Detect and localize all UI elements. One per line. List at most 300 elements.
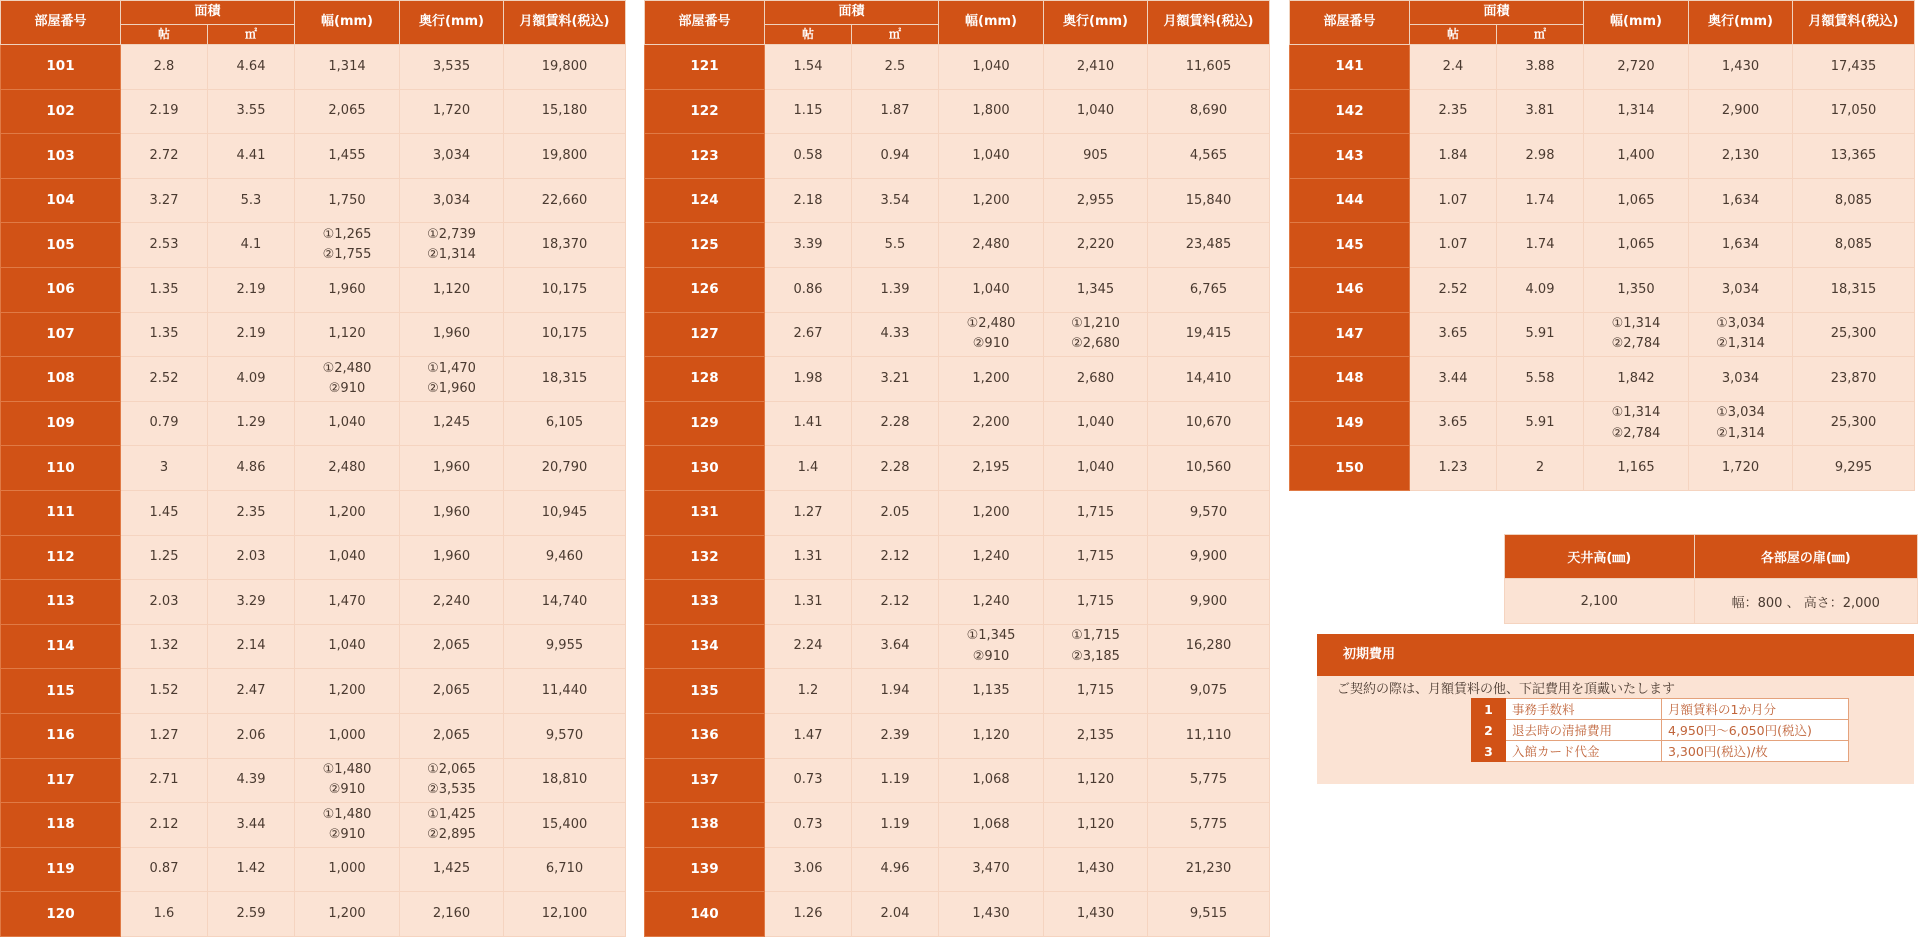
depth-cell-line-1: 1,960 (432, 504, 471, 520)
monthly-rent-cell: 15,180 (504, 89, 626, 134)
room-number-cell: 128 (645, 357, 765, 402)
area-jo-cell: 2.12 (121, 803, 208, 848)
monthly-rent-cell: 15,400 (504, 803, 626, 848)
width-cell-line-1: ①1,480 (322, 762, 372, 778)
area-m2-cell: 4.41 (208, 134, 295, 179)
width-cell (1584, 89, 1689, 134)
area-jo-cell: 1.31 (765, 580, 852, 625)
depth-cell-line-1: 2,135 (1076, 727, 1115, 743)
depth-cell (400, 847, 504, 892)
area-m2-cell: 1.74 (1497, 178, 1584, 223)
width-cell (295, 580, 400, 625)
area-m2-cell: 3.54 (852, 178, 939, 223)
depth-cell-line-1: ①2,739 (427, 227, 476, 243)
area-m2-cell: 3.55 (208, 89, 295, 134)
monthly-rent-cell: 9,570 (1148, 490, 1270, 535)
table-row (1, 713, 626, 758)
monthly-rent-cell: 9,955 (504, 624, 626, 669)
width-cell (939, 847, 1044, 892)
width-cell-line-1: 1,350 (1617, 281, 1655, 297)
area-m2-cell: 2.28 (852, 446, 939, 491)
table-row (645, 803, 1270, 848)
depth-cell-line-1: 2,065 (432, 638, 471, 654)
ceiling-door-table (1504, 534, 1918, 624)
width-cell (1584, 178, 1689, 223)
table-header (1, 1, 626, 45)
area-jo-cell: 1.27 (121, 713, 208, 758)
depth-cell (1044, 89, 1148, 134)
depth-cell (1689, 357, 1793, 402)
depth-cell (1044, 892, 1148, 937)
table-row (1, 267, 626, 312)
depth-cell (1044, 535, 1148, 580)
width-cell-line-1: 1,040 (328, 549, 366, 565)
room-number-cell: 103 (1, 134, 121, 179)
table-row (645, 223, 1270, 268)
width-cell (939, 758, 1044, 803)
depth-cell (400, 669, 504, 714)
room-number-cell: 114 (1, 624, 121, 669)
width-cell (295, 892, 400, 937)
area-jo-cell: 0.86 (765, 267, 852, 312)
area-m2-cell: 3.29 (208, 580, 295, 625)
room-number-cell: 125 (645, 223, 765, 268)
room-number-cell: 112 (1, 535, 121, 580)
table-row (1290, 401, 1915, 446)
depth-cell (1689, 89, 1793, 134)
width-cell-line-1: 1,200 (328, 683, 366, 699)
area-m2-cell: 1.19 (852, 803, 939, 848)
area-m2-cell: 4.64 (208, 45, 295, 90)
area-m2-cell: 2.28 (852, 401, 939, 446)
monthly-rent-cell: 11,605 (1148, 45, 1270, 90)
room-number-cell: 101 (1, 45, 121, 90)
room-table-121-140 (644, 0, 1270, 937)
depth-cell-line-2: ②2,680 (1071, 336, 1120, 352)
monthly-rent-cell: 9,900 (1148, 580, 1270, 625)
room-number-cell: 129 (645, 401, 765, 446)
width-cell-line-1: 1,040 (328, 415, 366, 431)
monthly-rent-cell: 9,515 (1148, 892, 1270, 937)
table-row (645, 446, 1270, 491)
depth-cell-line-1: 1,040 (1076, 460, 1115, 476)
table-header (645, 1, 1270, 45)
width-cell (1584, 45, 1689, 90)
width-cell-line-1: 1,314 (328, 58, 366, 74)
room-number-cell: 146 (1290, 267, 1410, 312)
area-jo-cell: 2.03 (121, 580, 208, 625)
initial-costs-list (1471, 698, 1849, 762)
area-jo-cell: 3 (121, 446, 208, 491)
width-cell (939, 178, 1044, 223)
depth-cell (400, 535, 504, 580)
width-cell-line-2: ②910 (972, 648, 1010, 664)
depth-cell (1044, 847, 1148, 892)
area-jo-cell: 0.87 (121, 847, 208, 892)
area-m2-cell: 2.06 (208, 713, 295, 758)
depth-cell (400, 223, 504, 268)
header-area-m2: ㎡ (852, 25, 939, 45)
table-row (645, 312, 1270, 357)
table-row (645, 357, 1270, 402)
table-row (645, 267, 1270, 312)
depth-cell (1689, 401, 1793, 446)
room-number-cell: 134 (645, 624, 765, 669)
area-jo-cell: 0.73 (765, 803, 852, 848)
area-jo-cell: 2.35 (1410, 89, 1497, 134)
depth-cell-line-1: 1,634 (1721, 192, 1760, 208)
table-row (1290, 446, 1915, 491)
monthly-rent-cell: 23,870 (1793, 357, 1915, 402)
room-number-cell: 106 (1, 267, 121, 312)
area-m2-cell: 2.12 (852, 535, 939, 580)
area-jo-cell: 1.4 (765, 446, 852, 491)
monthly-rent-cell: 10,945 (504, 490, 626, 535)
monthly-rent-cell: 22,660 (504, 178, 626, 223)
room-number-cell: 149 (1290, 401, 1410, 446)
monthly-rent-cell: 8,690 (1148, 89, 1270, 134)
area-m2-cell: 2.39 (852, 713, 939, 758)
room-number-cell: 130 (645, 446, 765, 491)
header-monthly-rent: 月額賃料(税込) (504, 1, 626, 45)
area-m2-cell: 2.14 (208, 624, 295, 669)
width-cell-line-1: ①1,480 (322, 806, 372, 822)
area-m2-cell: 4.09 (208, 357, 295, 402)
header-width: 幅(mm) (1584, 1, 1689, 45)
area-m2-cell: 1.42 (208, 847, 295, 892)
depth-cell (1044, 134, 1148, 179)
monthly-rent-cell: 8,085 (1793, 178, 1915, 223)
depth-cell-line-1: 3,034 (432, 192, 471, 208)
depth-cell-line-2: ②1,314 (1716, 425, 1765, 441)
area-jo-cell: 3.65 (1410, 312, 1497, 357)
depth-cell-line-1: 1,960 (432, 549, 471, 565)
depth-cell (400, 758, 504, 803)
depth-cell-line-1: 1,715 (1076, 504, 1115, 520)
width-cell-line-1: 1,200 (972, 504, 1010, 520)
depth-cell (400, 446, 504, 491)
width-cell-line-1: 1,068 (972, 816, 1010, 832)
depth-cell (1044, 45, 1148, 90)
cost-label: 退去時の清掃費用 (1506, 720, 1662, 741)
room-number-cell: 144 (1290, 178, 1410, 223)
area-m2-cell: 2.03 (208, 535, 295, 580)
depth-cell (1044, 580, 1148, 625)
area-jo-cell: 1.27 (765, 490, 852, 535)
cost-value: 月額賃料の1か月分 (1662, 699, 1849, 720)
area-m2-cell: 2.35 (208, 490, 295, 535)
room-number-cell: 113 (1, 580, 121, 625)
width-cell-line-1: 2,480 (972, 237, 1010, 253)
header-area: 面積 (1410, 1, 1584, 25)
depth-cell-line-1: ①1,210 (1071, 316, 1120, 332)
header-area: 面積 (121, 1, 295, 25)
width-cell-line-1: 1,200 (972, 370, 1010, 386)
monthly-rent-cell: 20,790 (504, 446, 626, 491)
width-cell (939, 45, 1044, 90)
room-number-cell: 102 (1, 89, 121, 134)
depth-cell (1044, 803, 1148, 848)
header-area-jo: 帖 (765, 25, 852, 45)
depth-cell-line-1: 1,430 (1721, 58, 1760, 74)
area-jo-cell: 2.18 (765, 178, 852, 223)
width-cell-line-1: 1,455 (328, 147, 366, 163)
width-cell (939, 624, 1044, 669)
width-cell (295, 535, 400, 580)
depth-cell-line-1: 1,120 (432, 281, 471, 297)
width-cell (939, 490, 1044, 535)
table-row (1, 89, 626, 134)
monthly-rent-cell: 9,075 (1148, 669, 1270, 714)
depth-cell-line-2: ②3,185 (1071, 648, 1120, 664)
header-room-number: 部屋番号 (1, 1, 121, 45)
width-cell-line-1: ①2,480 (966, 316, 1016, 332)
table-row (1290, 89, 1915, 134)
area-m2-cell: 1.39 (852, 267, 939, 312)
width-cell (295, 847, 400, 892)
table-row (1290, 223, 1915, 268)
width-cell-line-1: 1,065 (1617, 192, 1655, 208)
area-jo-cell: 1.35 (121, 267, 208, 312)
width-cell (939, 89, 1044, 134)
cost-row (1472, 741, 1849, 762)
area-jo-cell: 1.54 (765, 45, 852, 90)
width-cell (939, 446, 1044, 491)
room-number-cell: 104 (1, 178, 121, 223)
width-cell-line-1: 1,960 (328, 281, 366, 297)
monthly-rent-cell: 10,670 (1148, 401, 1270, 446)
width-cell-line-1: 2,480 (328, 460, 366, 476)
room-number-cell: 111 (1, 490, 121, 535)
monthly-rent-cell: 9,295 (1793, 446, 1915, 491)
table-row (1, 357, 626, 402)
table-row (1, 580, 626, 625)
monthly-rent-cell: 21,230 (1148, 847, 1270, 892)
area-jo-cell: 1.2 (765, 669, 852, 714)
area-jo-cell: 1.45 (121, 490, 208, 535)
header-area-jo: 帖 (1410, 25, 1497, 45)
width-cell (939, 803, 1044, 848)
depth-cell-line-1: 2,160 (432, 906, 471, 921)
area-m2-cell: 2.12 (852, 580, 939, 625)
width-cell-line-1: 1,000 (328, 727, 366, 743)
monthly-rent-cell: 13,365 (1793, 134, 1915, 179)
table-row (645, 669, 1270, 714)
width-cell-line-2: ②910 (328, 380, 366, 396)
depth-cell-line-1: 1,040 (1076, 103, 1115, 119)
monthly-rent-cell: 23,485 (1148, 223, 1270, 268)
width-cell (939, 223, 1044, 268)
width-cell-line-1: 1,040 (972, 58, 1010, 74)
depth-cell-line-2: ②2,895 (427, 826, 476, 842)
area-jo-cell: 1.47 (765, 713, 852, 758)
room-number-cell: 105 (1, 223, 121, 268)
width-cell-line-2: ②910 (328, 782, 366, 798)
room-number-cell: 115 (1, 669, 121, 714)
area-m2-cell: 4.09 (1497, 267, 1584, 312)
monthly-rent-cell: 18,315 (504, 357, 626, 402)
width-cell-line-1: 2,195 (972, 460, 1010, 476)
header-depth: 奥行(mm) (1044, 1, 1148, 45)
table-row (1290, 45, 1915, 90)
initial-costs-note: ご契約の際は、月額賃料の他、下記費用を頂戴いたします (1337, 682, 1676, 697)
area-jo-cell: 0.58 (765, 134, 852, 179)
depth-cell (400, 134, 504, 179)
table-row (1, 401, 626, 446)
depth-cell (400, 45, 504, 90)
area-jo-cell: 3.44 (1410, 357, 1497, 402)
monthly-rent-cell: 4,565 (1148, 134, 1270, 179)
depth-cell-line-1: 1,430 (1076, 861, 1115, 877)
header-room-number: 部屋番号 (645, 1, 765, 45)
room-number-cell: 124 (645, 178, 765, 223)
room-number-cell: 150 (1290, 446, 1410, 491)
area-m2-cell: 4.33 (852, 312, 939, 357)
header-depth: 奥行(mm) (400, 1, 504, 45)
width-cell-line-1: ①2,480 (322, 360, 372, 376)
table-row (645, 490, 1270, 535)
depth-cell-line-1: 3,034 (1721, 281, 1760, 297)
width-cell (939, 357, 1044, 402)
width-cell-line-1: 1,120 (972, 727, 1010, 743)
depth-cell-line-1: ①1,425 (427, 806, 476, 822)
width-cell-line-1: 1,068 (972, 772, 1010, 788)
width-cell (1584, 357, 1689, 402)
depth-cell (1689, 178, 1793, 223)
area-jo-cell: 1.15 (765, 89, 852, 134)
depth-cell (1689, 446, 1793, 491)
table-row (1, 446, 626, 491)
area-jo-cell: 3.65 (1410, 401, 1497, 446)
monthly-rent-cell: 19,800 (504, 134, 626, 179)
width-cell (295, 357, 400, 402)
header-depth: 奥行(mm) (1689, 1, 1793, 45)
depth-cell-line-2: ②1,314 (1716, 336, 1765, 352)
header-area: 面積 (765, 1, 939, 25)
area-m2-cell: 1.74 (1497, 223, 1584, 268)
width-cell-line-1: 1,200 (972, 192, 1010, 208)
depth-cell-line-1: ①3,034 (1716, 316, 1765, 332)
table-row (645, 535, 1270, 580)
room-number-cell: 109 (1, 401, 121, 446)
table-row (645, 401, 1270, 446)
table-row (1290, 312, 1915, 357)
width-cell (939, 134, 1044, 179)
width-cell-line-1: 2,720 (1617, 58, 1655, 74)
cost-value: 4,950円～6,050円(税込) (1662, 720, 1849, 741)
depth-cell (1044, 758, 1148, 803)
room-number-cell: 143 (1290, 134, 1410, 179)
depth-cell (400, 580, 504, 625)
width-cell-line-1: 1,430 (972, 906, 1010, 921)
depth-cell (400, 89, 504, 134)
monthly-rent-cell: 14,410 (1148, 357, 1270, 402)
area-m2-cell: 0.94 (852, 134, 939, 179)
table-row (645, 45, 1270, 90)
area-m2-cell: 3.21 (852, 357, 939, 402)
depth-cell-line-1: 2,065 (432, 683, 471, 699)
monthly-rent-cell: 11,440 (504, 669, 626, 714)
table-row (1, 624, 626, 669)
table-row (645, 758, 1270, 803)
depth-cell (1044, 490, 1148, 535)
header-monthly-rent: 月額賃料(税込) (1148, 1, 1270, 45)
width-cell-line-1: ①1,314 (1611, 405, 1661, 421)
area-jo-cell: 1.25 (121, 535, 208, 580)
ceiling-height-value: 2,100 (1505, 579, 1695, 624)
width-cell-line-1: 1,750 (328, 192, 366, 208)
width-cell (1584, 134, 1689, 179)
table-row (645, 89, 1270, 134)
table-row (1, 134, 626, 179)
width-cell (295, 624, 400, 669)
width-cell-line-1: 1,400 (1617, 147, 1655, 163)
monthly-rent-cell: 10,175 (504, 312, 626, 357)
depth-cell-line-1: ①1,715 (1071, 628, 1120, 644)
depth-cell-line-1: ①1,470 (427, 360, 476, 376)
width-cell-line-1: 2,065 (328, 103, 366, 119)
room-number-cell: 141 (1290, 45, 1410, 90)
area-jo-cell: 1.98 (765, 357, 852, 402)
depth-cell (1044, 669, 1148, 714)
area-m2-cell: 5.3 (208, 178, 295, 223)
area-jo-cell: 1.31 (765, 535, 852, 580)
width-cell-line-1: 3,470 (972, 861, 1010, 877)
depth-cell (1044, 267, 1148, 312)
cost-label: 事務手数料 (1506, 699, 1662, 720)
monthly-rent-cell: 25,300 (1793, 312, 1915, 357)
width-cell (295, 178, 400, 223)
monthly-rent-cell: 5,775 (1148, 758, 1270, 803)
depth-cell-line-1: 905 (1083, 147, 1108, 163)
width-cell-line-2: ②2,784 (1611, 425, 1661, 441)
depth-cell-line-2: ②3,535 (427, 782, 476, 798)
width-cell (939, 401, 1044, 446)
area-jo-cell: 2.72 (121, 134, 208, 179)
area-jo-cell: 3.39 (765, 223, 852, 268)
depth-cell (400, 401, 504, 446)
room-number-cell: 126 (645, 267, 765, 312)
width-cell (939, 312, 1044, 357)
depth-cell-line-1: 1,720 (432, 103, 471, 119)
monthly-rent-cell: 8,085 (1793, 223, 1915, 268)
depth-cell-line-1: 2,065 (432, 727, 471, 743)
table-row (645, 134, 1270, 179)
depth-cell-line-1: 1,960 (432, 460, 471, 476)
depth-cell (400, 490, 504, 535)
monthly-rent-cell: 14,740 (504, 580, 626, 625)
table-row (645, 580, 1270, 625)
table-row (1, 178, 626, 223)
width-cell (939, 535, 1044, 580)
depth-cell-line-1: 2,680 (1076, 370, 1115, 386)
cost-number: 1 (1472, 699, 1506, 720)
room-number-cell: 140 (645, 892, 765, 937)
depth-cell (1689, 45, 1793, 90)
area-jo-cell: 2.71 (121, 758, 208, 803)
header-room-number: 部屋番号 (1290, 1, 1410, 45)
room-number-cell: 136 (645, 713, 765, 758)
area-m2-cell: 2.19 (208, 267, 295, 312)
area-m2-cell: 1.29 (208, 401, 295, 446)
depth-cell-line-2: ②1,314 (427, 247, 476, 263)
room-number-cell: 145 (1290, 223, 1410, 268)
area-jo-cell: 1.23 (1410, 446, 1497, 491)
room-number-cell: 132 (645, 535, 765, 580)
room-number-cell: 127 (645, 312, 765, 357)
width-cell-line-1: 1,800 (972, 103, 1010, 119)
depth-cell-line-1: 2,955 (1076, 192, 1115, 208)
